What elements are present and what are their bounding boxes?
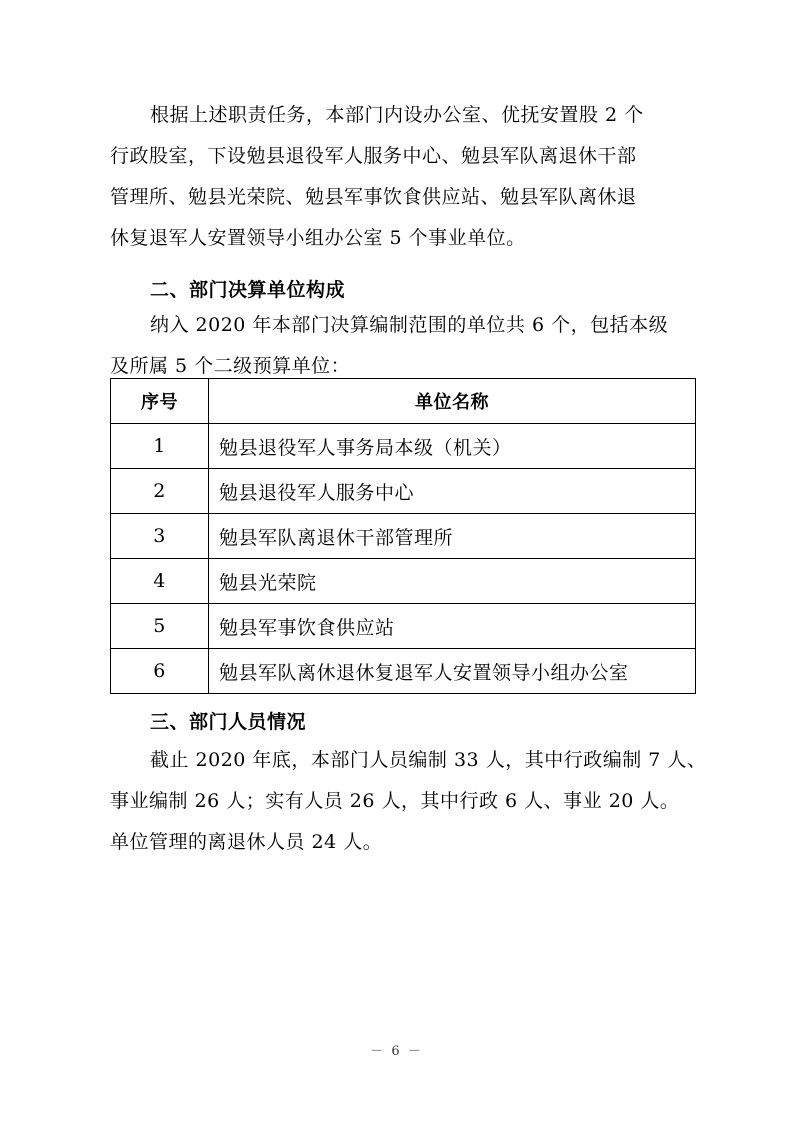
paragraph-line: 管理所、勉县光荣院、勉县军事饮食供应站、勉县军队离休退: [110, 186, 637, 208]
table-row: [111, 604, 696, 649]
row-unit-name: 勉县退役军人服务中心: [209, 469, 696, 514]
paragraph-line: 事业编制 26 人；实有人员 26 人，其中行政 6 人、事业 20 人。: [110, 790, 680, 812]
table-row: [111, 559, 696, 604]
paragraph-line: 及所属 5 个二级预算单位：: [110, 355, 351, 377]
row-unit-name: 勉县光荣院: [209, 559, 696, 604]
paragraph-unit-composition: [110, 305, 696, 387]
column-header-unit-name: 单位名称: [209, 379, 696, 424]
table-row: [111, 469, 696, 514]
row-unit-name: 勉县退役军人事务局本级（机关）: [209, 424, 696, 469]
table-row: [111, 649, 696, 694]
section-heading-staffing: 三、部门人员情况: [150, 711, 307, 733]
paragraph-staffing: [110, 740, 707, 863]
row-number: 2: [111, 469, 209, 514]
row-unit-name: 勉县军队离休退休复退军人安置领导小组办公室: [209, 649, 696, 694]
paragraph-responsibilities: [110, 95, 696, 259]
table-row: [111, 514, 696, 559]
section-heading-unit-composition: 二、部门决算单位构成: [150, 279, 346, 301]
row-number: 5: [111, 604, 209, 649]
paragraph-line: 截止 2020 年底，本部门人员编制 33 人，其中行政编制 7 人、: [150, 749, 707, 771]
column-header-number: 序号: [111, 379, 209, 424]
paragraph-line: 单位管理的离退休人员 24 人。: [110, 831, 383, 853]
row-number: 3: [111, 514, 209, 559]
paragraph-line: 休复退军人安置领导小组办公室 5 个事业单位。: [110, 227, 526, 249]
paragraph-line: 根据上述职责任务，本部门内设办公室、优抚安置股 2 个: [150, 104, 644, 126]
units-table: [110, 378, 696, 694]
row-unit-name: 勉县军事饮食供应站: [209, 604, 696, 649]
page-number: － 6 －: [370, 1044, 423, 1059]
row-number: 6: [111, 649, 209, 694]
table-row: [111, 424, 696, 469]
row-unit-name: 勉县军队离退休干部管理所: [209, 514, 696, 559]
paragraph-line: 纳入 2020 年本部门决算编制范围的单位共 6 个，包括本级: [150, 314, 669, 336]
row-number: 4: [111, 559, 209, 604]
table-header-row: [111, 379, 696, 424]
paragraph-line: 行政股室，下设勉县退役军人服务中心、勉县军队离退休干部: [110, 145, 637, 167]
row-number: 1: [111, 424, 209, 469]
